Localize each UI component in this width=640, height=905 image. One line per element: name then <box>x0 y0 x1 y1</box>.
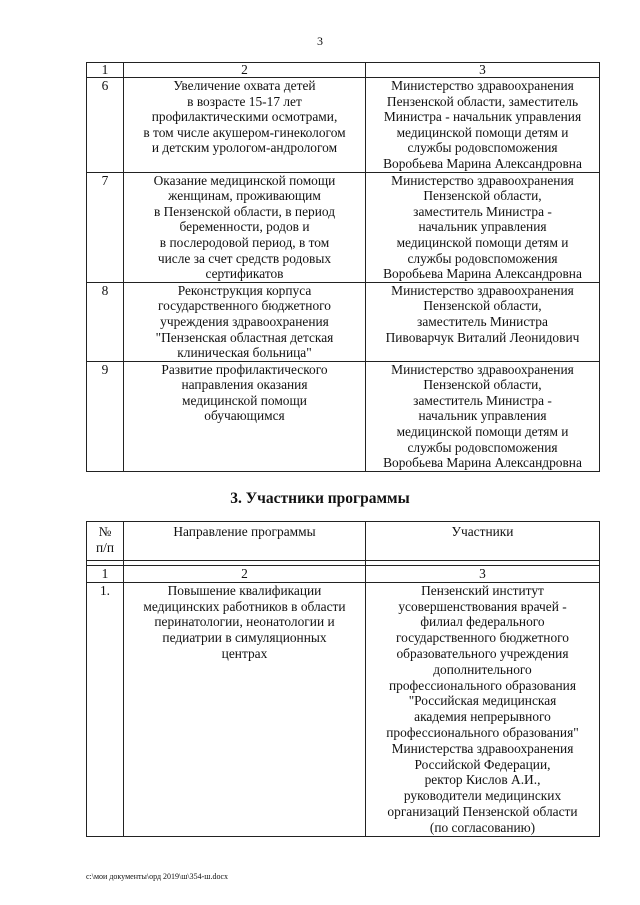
participant-line: образовательного учреждения <box>396 645 569 661</box>
direction-line: беременности, родов и <box>179 219 310 235</box>
column-numbers-row <box>87 566 600 583</box>
responsible-cell <box>366 78 600 173</box>
responsible-line: Воробьева Марина Александровна <box>383 455 582 471</box>
participant-line: (по согласованию) <box>429 819 536 835</box>
column-number-3: 3 <box>366 566 600 583</box>
participant-line: академия непрерывного <box>414 709 551 725</box>
participant-line: Российской Федерации, <box>414 756 551 772</box>
direction-cell <box>124 582 366 836</box>
column-number-1: 1 <box>87 566 124 583</box>
responsible-line: Министерство здравоохранения <box>391 282 574 298</box>
direction-line: центрах <box>221 645 268 661</box>
responsible-line: Пензенской области, заместитель <box>386 93 579 109</box>
responsible-line: медицинской помощи детям и <box>396 124 569 140</box>
responsible-line: начальник управления <box>418 408 547 424</box>
participants-cell <box>366 582 600 836</box>
direction-line: обучающимся <box>204 408 285 424</box>
direction-line: перинатологии, неонатологии и <box>154 614 335 630</box>
responsible-line: службы родовспоможения <box>407 439 558 455</box>
responsible-line: Министерство здравоохранения <box>391 361 574 377</box>
responsible-line: начальник управления <box>418 219 547 235</box>
responsible-cell <box>366 282 600 361</box>
responsible-line: службы родовспоможения <box>407 250 558 266</box>
column-number-2: 2 <box>124 63 366 78</box>
row-number: 1. <box>87 582 124 836</box>
direction-line: клиническая больница" <box>177 345 312 361</box>
direction-line: сертификатов <box>205 266 284 282</box>
participant-line: руководители медицинских <box>403 788 562 804</box>
responsible-line: заместитель Министра <box>417 313 548 329</box>
row-number: 7 <box>87 172 124 282</box>
column-number-3: 3 <box>366 63 600 78</box>
responsible-line: заместитель Министра - <box>413 203 552 219</box>
participant-line: дополнительного <box>433 661 532 677</box>
table-row <box>87 172 600 282</box>
responsible-line: Воробьева Марина Александровна <box>383 266 582 282</box>
row-number: 9 <box>87 361 124 471</box>
direction-line: медицинских работников в области <box>143 598 346 614</box>
responsible-line: Воробьева Марина Александровна <box>383 155 582 171</box>
direction-line: в послеродовой период, в том <box>159 234 330 250</box>
direction-line: в Пензенской области, в период <box>153 203 336 219</box>
table-header-row <box>87 522 600 561</box>
responsible-line: Пензенской области, <box>423 188 542 204</box>
direction-line: медицинской помощи <box>182 392 307 408</box>
table-row <box>87 582 600 836</box>
direction-line: числе за счет средств родовых <box>157 250 332 266</box>
participant-line: организаций Пензенской области <box>387 803 578 819</box>
participant-line: Министерства здравоохранения <box>391 740 574 756</box>
direction-line: женщинам, проживающим <box>168 188 321 204</box>
table-row <box>87 78 600 173</box>
responsible-line: медицинской помощи детям и <box>396 234 569 250</box>
participant-line: государственного бюджетного <box>395 630 569 646</box>
direction-line: и детским урологом-андрологом <box>151 140 338 156</box>
direction-line: учреждения здравоохранения <box>160 313 329 329</box>
direction-cell <box>124 282 366 361</box>
table-header-row <box>87 63 600 78</box>
direction-line: Увеличение охвата детей <box>173 78 316 93</box>
direction-line: Развитие профилактического <box>161 361 328 377</box>
direction-line: направления оказания <box>181 377 308 393</box>
responsible-line: службы родовспоможения <box>407 140 558 156</box>
header-line: п/п <box>95 539 115 555</box>
responsible-line: заместитель Министра - <box>413 392 552 408</box>
direction-line: профилактическими осмотрами, <box>151 109 338 125</box>
direction-line: педиатрии в симуляционных <box>162 630 327 646</box>
number-column-header <box>87 522 124 561</box>
participant-line: профессионального образования <box>389 677 576 693</box>
direction-line: Реконструкция корпуса <box>177 282 312 298</box>
responsible-line: Пензенской области, <box>423 377 542 393</box>
responsible-cell <box>366 361 600 471</box>
page-number: 3 <box>317 34 323 48</box>
column-number-2: 2 <box>124 566 366 583</box>
file-path-footer: c:\мои документы\орд 2019\ш\354-ш.docx <box>86 872 229 881</box>
direction-cell <box>124 172 366 282</box>
participant-line: ректор Кислов А.И., <box>424 772 541 788</box>
direction-line: Повышение квалификации <box>167 582 322 598</box>
direction-line: Оказание медицинской помощи <box>153 172 336 188</box>
responsibility-table <box>86 62 600 472</box>
responsible-line: Министерство здравоохранения <box>391 172 574 188</box>
table-row <box>87 361 600 471</box>
responsible-line: Пивоварчук Виталий Леонидович <box>385 329 580 345</box>
direction-column-header: Направление программы <box>124 522 366 561</box>
direction-line: государственного бюджетного <box>157 298 331 314</box>
direction-line: в возрасте 15-17 лет <box>187 93 302 109</box>
responsible-line: Министра - начальник управления <box>383 109 582 125</box>
section-title: 3. Участники программы <box>230 490 410 507</box>
participant-line: Пензенский институт <box>421 582 544 598</box>
participants-table <box>86 521 600 837</box>
participants-column-header: Участники <box>366 522 600 561</box>
row-number: 6 <box>87 78 124 173</box>
direction-line: "Пензенская областная детская <box>155 329 334 345</box>
direction-line: в том числе акушером-гинекологом <box>143 124 346 140</box>
participant-line: "Российская медицинская <box>408 693 557 709</box>
participant-line: филиал федерального <box>420 614 545 630</box>
column-number-1: 1 <box>87 63 124 78</box>
responsible-line: Министерство здравоохранения <box>391 78 574 93</box>
responsible-line: Пензенской области, <box>423 298 542 314</box>
responsible-line: медицинской помощи детям и <box>396 424 569 440</box>
header-line: № <box>98 524 112 539</box>
participant-line: усовершенствования врачей - <box>398 598 567 614</box>
row-number: 8 <box>87 282 124 361</box>
responsible-cell <box>366 172 600 282</box>
direction-cell <box>124 361 366 471</box>
participant-line: профессионального образования" <box>386 724 579 740</box>
table-row <box>87 282 600 361</box>
direction-cell <box>124 78 366 173</box>
